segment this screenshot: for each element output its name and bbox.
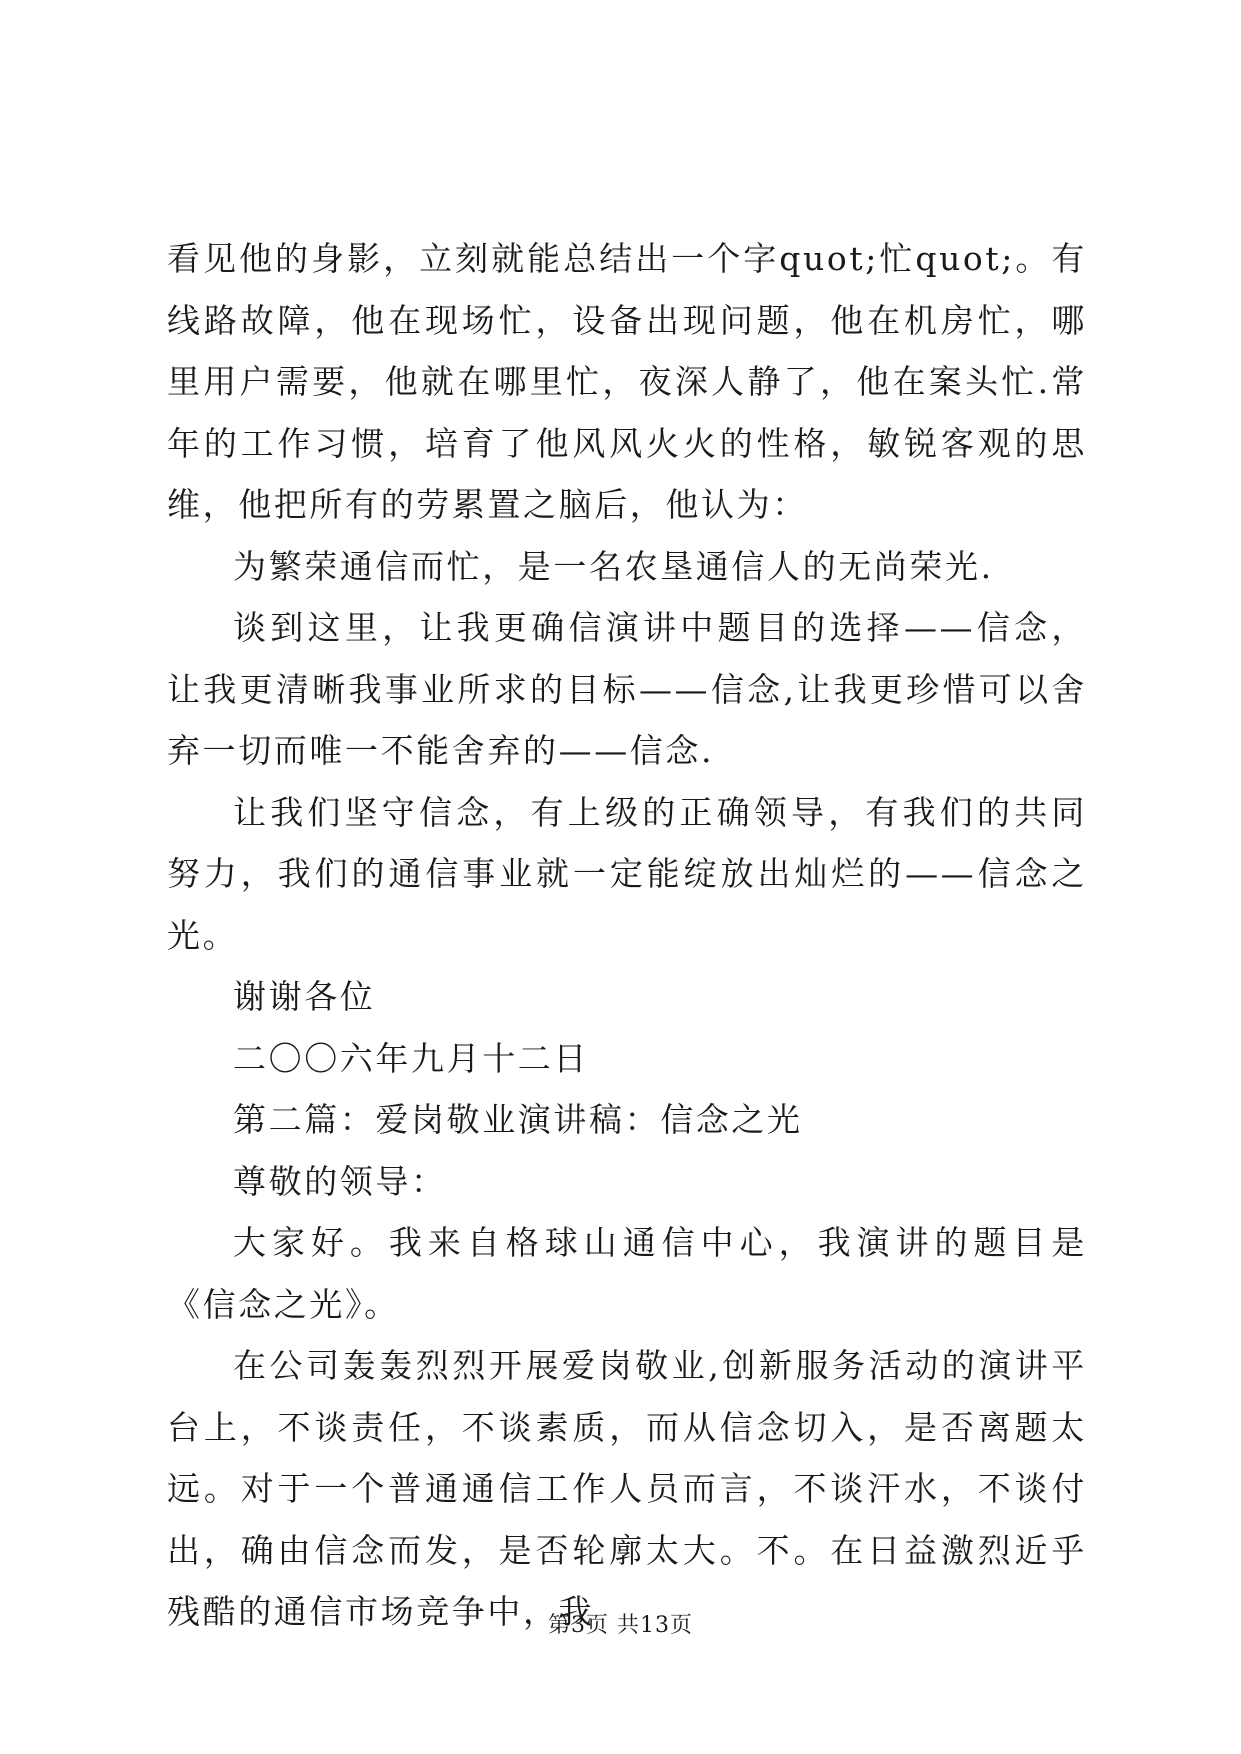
paragraph-6: 二〇〇六年九月十二日 (233, 1038, 589, 1078)
salutation: 尊敬的领导： (233, 1161, 447, 1201)
paragraph-1: 看见他的身影，立刻就能总结出一个字quot;忙quot;。有线路故障，他在现场忙，设备出现问题，他在机房忙，哪里用户需要，他就在哪里忙，夜深人静了，他在案头忙.常年的工作习惯，培育了他风风火火的性格，敏锐客观的思维，他把所有的劳累置之脑后，他认为： (167, 239, 1087, 524)
paragraph-4: 让我们坚守信念，有上级的正确领导，有我们的共同努力，我们的通信事业就一定能绽放出灿烂的——信念之光。 (167, 792, 1087, 955)
paragraph-2: 为繁荣通信而忙，是一名农垦通信人的无尚荣光. (233, 546, 994, 586)
paragraph-3: 谈到这里，让我更确信演讲中题目的选择——信念，让我更清晰我事业所求的目标——信念,让我更珍惜可以舍弃一切而唯一不能舍弃的——信念. (167, 608, 1087, 770)
document-body (167, 228, 1087, 1643)
page-number-footer: 第3页 共13页 (548, 1613, 693, 1638)
paragraph-5: 谢谢各位 (233, 977, 376, 1016)
paragraph-10: 在公司轰轰烈烈开展爱岗敬业,创新服务活动的演讲平台上，不谈责任，不谈素质，而从信念切入，是否离题太远。对于一个普通通信工作人员而言，不谈汗水，不谈付出，确由信念而发，是否轮廓太大。不。在日益激烈近乎残酷的通信市场竞争中，我 (167, 1346, 1087, 1631)
paragraph-9: 大家好。我来自格球山通信中心，我演讲的题目是《信念之光》。 (167, 1223, 1087, 1324)
section-heading: 第二篇：爱岗敬业演讲稿：信念之光 (233, 1100, 803, 1139)
